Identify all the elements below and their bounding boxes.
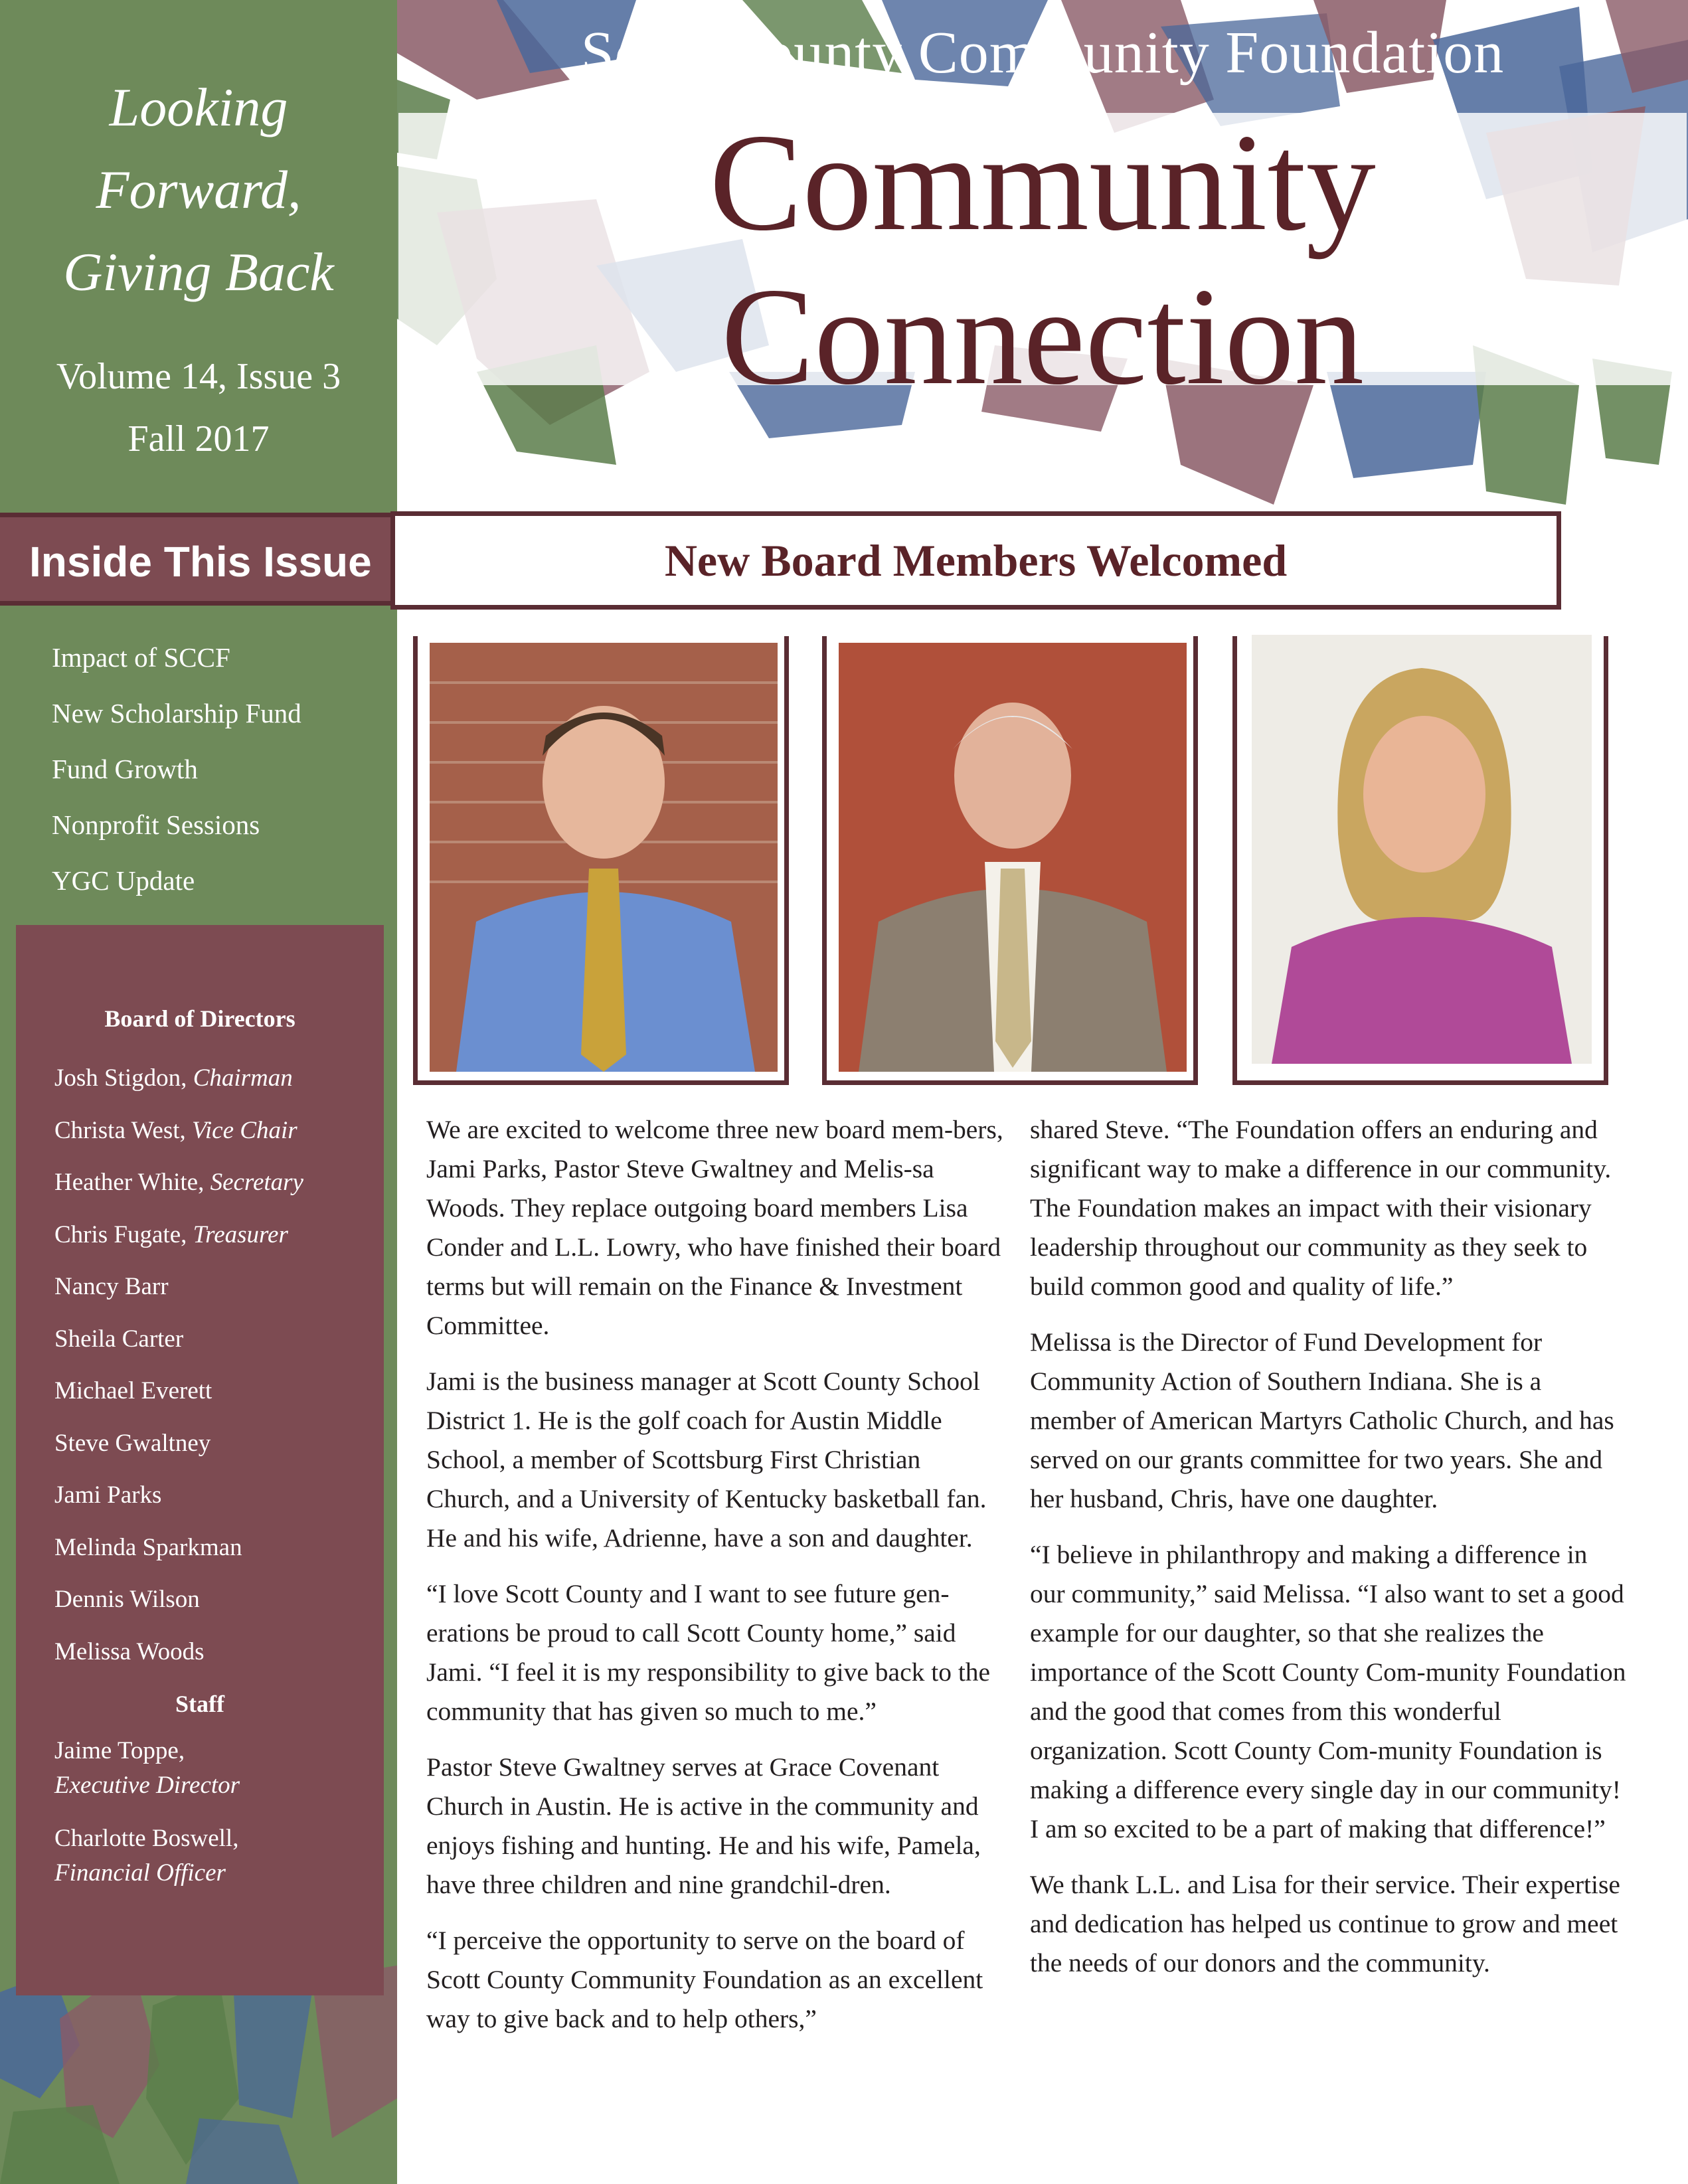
volume-issue: Volume 14, Issue 3 (56, 356, 341, 397)
article-column-right (1030, 1110, 1628, 1999)
board-member (54, 1105, 303, 1157)
issue-item: Nonprofit Sessions (52, 809, 260, 840)
article-paragraph: shared Steve. “The Foundation offers an enduring and significant way to make a difference in our community. The Foundation makes an impact with their visionary leadership throughout our community as they seek to build common good and quality of life.” (1030, 1115, 1612, 1301)
board-of-directors-box (16, 925, 384, 1995)
inside-this-issue-title: Inside This Issue (29, 538, 372, 586)
staff-heading: Staff (175, 1691, 224, 1717)
staff-name: Jaime Toppe, (54, 1737, 185, 1764)
staff-role: Financial Officer (54, 1859, 226, 1887)
member-role: Vice Chair (192, 1116, 297, 1144)
staff-member (54, 1734, 240, 1803)
photo-jami-parks (413, 636, 789, 1085)
portrait-image (430, 643, 778, 1072)
staff-name: Charlotte Boswell, (54, 1825, 239, 1852)
member-name: Melinda Sparkman (54, 1533, 242, 1561)
member-name: Jami Parks (54, 1481, 162, 1509)
portrait-image (839, 643, 1187, 1072)
article-paragraph: Melissa is the Director of Fund Development for Community Action of Southern Indiana. She is a member of American Martyrs Catholic Church, and has served on our grants committee for two years. She and her husband, Chris, have one daughter. (1030, 1327, 1614, 1513)
issue-info (0, 345, 397, 470)
member-name: Steve Gwaltney (54, 1429, 211, 1457)
member-role: Treasurer (193, 1220, 288, 1248)
board-member (54, 1261, 303, 1313)
member-name: Melissa Woods (54, 1638, 205, 1665)
article-paragraph: Jami is the business manager at Scott County School District 1. He is the golf coach for Austin Middle School, a member of Scottsburg First Christian Church, and a University of Kentucky basketball fan. He and his wife, Adrienne, have a son and daughter. (426, 1367, 987, 1553)
inside-this-issue-list (52, 630, 301, 908)
article-paragraph: Pastor Steve Gwaltney serves at Grace Covenant Church in Austin. He is active in the community and enjoys fishing and hunting. He and his wife, Pamela, have three children and nine grandchil-dren. (426, 1752, 981, 1899)
member-name: Heather White, (54, 1169, 211, 1196)
board-member (54, 1052, 303, 1105)
article-column-left (426, 1110, 1011, 2055)
inside-this-issue-band (0, 513, 397, 606)
member-name: Michael Everett (54, 1377, 212, 1404)
tagline-line: Giving Back (63, 242, 334, 302)
tagline (0, 66, 397, 313)
issue-item: New Scholarship Fund (52, 698, 301, 728)
member-name: Sheila Carter (54, 1325, 184, 1353)
issue-item: YGC Update (52, 865, 195, 896)
member-role: Chairman (193, 1064, 293, 1092)
photo-steve-gwaltney (822, 636, 1198, 1085)
member-role: Secretary (210, 1169, 303, 1196)
board-list (54, 1052, 303, 1678)
member-name: Josh Stigdon, (54, 1064, 193, 1092)
board-member (54, 1365, 303, 1418)
issue-item: Fund Growth (52, 754, 198, 784)
organization-name: Scott County Community Foundation (580, 20, 1505, 86)
board-member (54, 1470, 303, 1522)
board-member (54, 1574, 303, 1626)
board-member (54, 1418, 303, 1470)
board-member (54, 1313, 303, 1366)
season: Fall 2017 (127, 418, 270, 460)
board-member (54, 1209, 303, 1262)
article-paragraph: “I perceive the opportunity to serve on the board of Scott County Community Foundation as an excellent way to give back and to help others,” (426, 1926, 983, 2033)
decorative-leaves-bottom (0, 1966, 397, 2184)
newsletter-title-line2: Connection (720, 260, 1365, 414)
article-paragraph: We thank L.L. and Lisa for their service. Their expertise and dedication has helped us continue to grow and meet the needs of our donors and the community. (1030, 1870, 1620, 1977)
board-member (54, 1522, 303, 1574)
headline-box (390, 511, 1561, 610)
board-member (54, 1157, 303, 1209)
article-paragraph: “I believe in philanthropy and making a difference in our community,” said Melissa. “I also want to set a good example for our daughter, so that she realizes the importance of the Scott County Com-munity Foundation and the good that comes from this wonderful organization. Scott County Com-munity Foundation is making a difference every single day in our community! I am so excited to be a part of making that difference!” (1030, 1540, 1626, 1843)
issue-item: Impact of SCCF (52, 642, 230, 673)
member-name: Chris Fugate, (54, 1220, 193, 1248)
portrait-image (1252, 635, 1592, 1064)
article-paragraph: We are excited to welcome three new board mem-bers, Jami Parks, Pastor Steve Gwaltney and Melis-sa Woods. They replace outgoing board members Lisa Conder and L.L. Lowry, who have finished their board terms but will remain on the Finance & Investment Committee. (426, 1115, 1003, 1340)
tagline-line: Looking (109, 77, 288, 137)
article-paragraph: “I love Scott County and I want to see future gen-erations be proud to call Scott County home,” said Jami. “I feel it is my responsibility to give back to the community that has given so much to me.” (426, 1579, 991, 1726)
newsletter-title-line1: Community (709, 106, 1376, 260)
member-name: Christa West, (54, 1116, 193, 1144)
staff-role: Executive Director (54, 1772, 240, 1799)
board-member (54, 1626, 303, 1679)
member-name: Nancy Barr (54, 1273, 169, 1300)
article-headline: New Board Members Welcomed (664, 535, 1288, 586)
photo-melissa-woods (1232, 636, 1608, 1085)
board-heading: Board of Directors (104, 1005, 295, 1032)
staff-member (54, 1821, 238, 1890)
member-name: Dennis Wilson (54, 1586, 200, 1613)
tagline-line: Forward, (96, 159, 301, 220)
